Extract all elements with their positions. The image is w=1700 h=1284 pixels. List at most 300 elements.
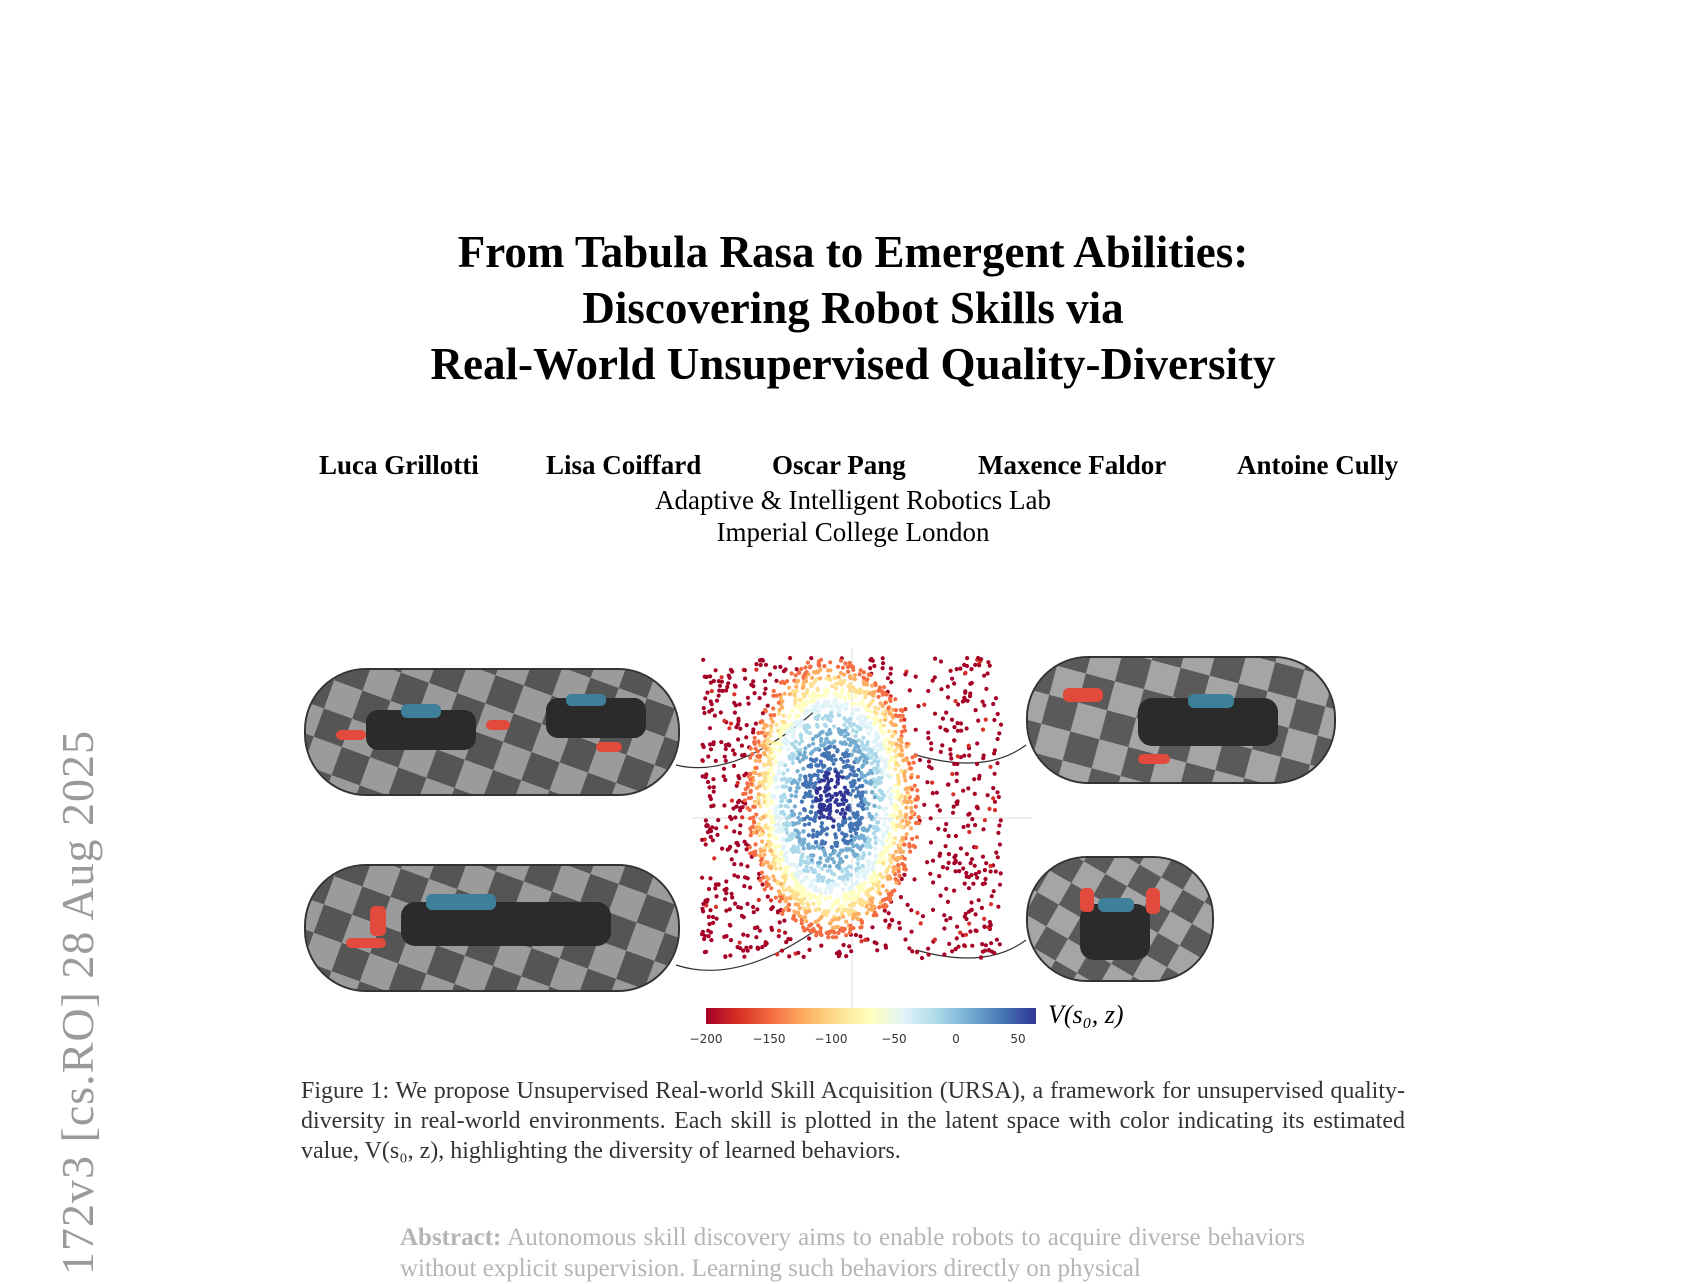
scatter-point [946,695,950,699]
scatter-point [865,911,869,915]
scatter-point [769,886,773,890]
scatter-point [844,882,848,886]
scatter-point [921,914,925,918]
scatter-point [752,770,756,774]
scatter-point [711,921,715,925]
robot-photo-bottom-left [304,864,680,992]
abstract-text: Autonomous skill discovery aims to enable robots to acquire diverse behaviors without explicit supervision. Learning such behaviors directly on physical [400,1224,1305,1282]
scatter-point [790,848,794,852]
scatter-point [701,909,705,913]
scatter-point [933,657,937,661]
scatter-point [847,944,851,948]
scatter-point [884,806,888,810]
scatter-point [832,872,836,876]
scatter-point [986,793,990,797]
scatter-point [883,857,887,861]
scatter-point [889,666,893,670]
scatter-point [732,873,736,877]
scatter-point [778,920,782,924]
scatter-point [819,894,823,898]
scatter-point [737,799,741,803]
scatter-point [780,847,784,851]
scatter-point [983,877,987,881]
scatter-point [981,728,985,732]
scatter-point [722,803,726,807]
scatter-point [995,761,999,765]
scatter-point [809,656,813,660]
scatter-point [894,795,898,799]
scatter-point [875,825,879,829]
scatter-point [801,843,805,847]
scatter-point [840,798,844,802]
scatter-point [783,877,787,881]
scatter-point [982,917,986,921]
scatter-point [845,763,849,767]
scatter-point [865,780,869,784]
scatter-point [808,794,812,798]
scatter-point [828,660,832,664]
scatter-point [894,877,898,881]
scatter-point [844,706,848,710]
scatter-point [770,861,774,865]
scatter-point [980,906,984,910]
scatter-point [837,876,841,880]
scatter-point [842,838,846,842]
scatter-point [833,785,837,789]
scatter-point [903,815,907,819]
scatter-point [889,801,893,805]
scatter-point [864,707,868,711]
scatter-point [799,723,803,727]
scatter-point [950,718,954,722]
scatter-point [933,675,937,679]
scatter-point [822,764,826,768]
scatter-point [701,774,705,778]
scatter-point [839,659,843,663]
scatter-point [876,838,880,842]
scatter-point [867,812,871,816]
scatter-point [953,699,957,703]
paper-title [300,224,1406,392]
scatter-point [896,816,900,820]
scatter-point [836,803,840,807]
scatter-point [898,714,902,718]
scatter-point [837,713,841,717]
scatter-point [883,903,887,907]
scatter-point [842,760,846,764]
scatter-point [724,743,728,747]
scatter-point [772,689,776,693]
scatter-point [838,857,842,861]
scatter-point [816,875,820,879]
scatter-point [999,723,1003,727]
scatter-point [754,813,758,817]
scatter-point [804,755,808,759]
scatter-point [825,799,829,803]
scatter-point [804,791,808,795]
scatter-point [809,775,813,779]
scatter-point [732,862,736,866]
scatter-point [724,879,728,883]
scatter-point [929,816,933,820]
scatter-point [846,841,850,845]
scatter-point [944,918,948,922]
colorbar-tick: −200 [689,1032,723,1046]
scatter-point [700,838,704,842]
scatter-point [997,731,1001,735]
scatter-point [734,849,738,853]
scatter-point [769,849,773,853]
scatter-point [826,746,830,750]
scatter-point [881,712,885,716]
scatter-point [715,833,719,837]
scatter-point [807,833,811,837]
scatter-point [824,724,828,728]
scatter-point [880,790,884,794]
scatter-point [851,728,855,732]
scatter-point [769,717,773,721]
scatter-point [707,934,711,938]
scatter-point [842,904,846,908]
scatter-point [958,667,962,671]
scatter-point [792,753,796,757]
scatter-point [794,794,798,798]
scatter-point [770,801,774,805]
scatter-point [926,731,930,735]
scatter-point [744,787,748,791]
scatter-point [847,913,851,917]
robot-photo-top-right [1026,656,1336,784]
scatter-point [939,687,943,691]
scatter-point [909,766,913,770]
scatter-point [954,800,958,804]
scatter-point [857,912,861,916]
scatter-point [755,907,759,911]
scatter-point [860,784,864,788]
scatter-point [772,713,776,717]
scatter-point [851,789,855,793]
title-line-2: Discovering Robot Skills via [582,283,1124,333]
scatter-point [883,715,887,719]
scatter-point [798,752,802,756]
scatter-point [914,805,918,809]
scatter-point [711,838,715,842]
scatter-point [701,930,705,934]
scatter-point [730,892,734,896]
scatter-point [986,671,990,675]
scatter-point [760,719,764,723]
scatter-point [948,747,952,751]
scatter-point [797,742,801,746]
scatter-point [906,822,910,826]
scatter-point [898,847,902,851]
scatter-point [732,829,736,833]
scatter-point [807,725,811,729]
scatter-point [957,869,961,873]
scatter-point [952,725,956,729]
scatter-point [817,662,821,666]
scatter-point [944,844,948,848]
scatter-point [813,747,817,751]
scatter-point [872,664,876,668]
scatter-point [983,881,987,885]
scatter-point [888,712,892,716]
scatter-point [977,870,981,874]
scatter-point [892,867,896,871]
scatter-point [981,950,985,954]
scatter-point [817,709,821,713]
scatter-point [814,840,818,844]
scatter-point [873,847,877,851]
scatter-point [707,785,711,789]
scatter-point [833,792,837,796]
scatter-point [798,906,802,910]
scatter-point [709,699,713,703]
scatter-point [896,792,900,796]
scatter-point [954,834,958,838]
scatter-point [898,926,902,930]
scatter-point [763,691,767,695]
scatter-point [767,844,771,848]
scatter-point [743,875,747,879]
scatter-point [701,658,705,662]
scatter-point [837,727,841,731]
scatter-point [881,852,885,856]
scatter-point [798,707,802,711]
scatter-point [786,805,790,809]
scatter-point [746,934,750,938]
scatter-point [738,808,742,812]
scatter-point [842,815,846,819]
scatter-point [794,723,798,727]
scatter-point [791,709,795,713]
scatter-point [955,762,959,766]
colorbar-tick: −50 [881,1032,907,1046]
scatter-point [914,821,918,825]
scatter-point [777,712,781,716]
scatter-point [700,876,704,880]
scatter-point [794,739,798,743]
scatter-point [882,685,886,689]
scatter-point [867,851,871,855]
scatter-point [740,815,744,819]
scatter-point [822,664,826,668]
scatter-point [806,855,810,859]
scatter-point [827,771,831,775]
scatter-point [875,883,879,887]
scatter-point [774,896,778,900]
scatter-point [874,755,878,759]
scatter-point [760,839,764,843]
scatter-point [826,668,830,672]
scatter-point [811,828,815,832]
scatter-point [826,805,830,809]
scatter-point [969,861,973,865]
scatter-point [938,725,942,729]
scatter-point [836,901,840,905]
scatter-point [862,759,866,763]
scatter-point [701,902,705,906]
scatter-point [954,869,958,873]
scatter-point [803,823,807,827]
scatter-point [836,883,840,887]
scatter-point [724,825,728,829]
scatter-point [823,853,827,857]
robot-photo-bottom-right [1026,856,1214,982]
scatter-point [905,794,909,798]
scatter-point [870,771,874,775]
scatter-point [878,685,882,689]
scatter-point [729,938,733,942]
scatter-point [838,695,842,699]
scatter-point [866,839,870,843]
affiliation-lab: Adaptive & Intelligent Robotics Lab [655,485,1051,515]
scatter-point [975,762,979,766]
scatter-point [744,792,748,796]
scatter-point [970,681,974,685]
scatter-point [981,855,985,859]
scatter-point [913,784,917,788]
scatter-point [963,671,967,675]
scatter-point [704,818,708,822]
scatter-point [834,935,838,939]
scatter-point [895,805,899,809]
scatter-point [994,696,998,700]
scatter-point [781,785,785,789]
scatter-point [831,926,835,930]
scatter-point [787,716,791,720]
scatter-point [899,753,903,757]
scatter-point [873,785,877,789]
scatter-point [899,821,903,825]
scatter-point [843,734,847,738]
scatter-point [822,848,826,852]
scatter-point [874,812,878,816]
scatter-point [898,811,902,815]
scatter-point [795,893,799,897]
scatter-point [938,808,942,812]
scatter-point [773,760,777,764]
scatter-point [951,792,955,796]
scatter-point [805,860,809,864]
scatter-point [875,948,879,952]
scatter-point [733,752,737,756]
scatter-point [796,714,800,718]
scatter-point [799,735,803,739]
scatter-point [816,923,820,927]
scatter-point [901,838,905,842]
scatter-point [873,795,877,799]
scatter-point [720,680,724,684]
scatter-point [870,925,874,929]
scatter-point [984,943,988,947]
scatter-point [839,770,843,774]
scatter-point [763,845,767,849]
scatter-point [794,673,798,677]
scatter-point [869,867,873,871]
scatter-point [992,718,996,722]
scatter-point [846,670,850,674]
scatter-point [757,822,761,826]
scatter-point [808,929,812,933]
scatter-point [822,803,826,807]
scatter-point [981,827,985,831]
scatter-point [730,799,734,803]
scatter-point [853,898,857,902]
scatter-point [805,894,809,898]
scatter-point [899,769,903,773]
scatter-point [873,911,877,915]
scatter-point [817,693,821,697]
scatter-point [967,875,971,879]
scatter-point [853,677,857,681]
scatter-point [843,696,847,700]
scatter-point [763,708,767,712]
scatter-point [942,952,946,956]
scatter-point [970,857,974,861]
scatter-point [793,828,797,832]
scatter-point [867,894,871,898]
scatter-point [787,729,791,733]
colorbar-label: V(s₀, z) [1048,1000,1124,1029]
scatter-point [844,855,848,859]
scatter-point [930,781,934,785]
scatter-point [818,887,822,891]
scatter-point [775,858,779,862]
scatter-point [976,656,980,660]
scatter-point [815,763,819,767]
scatter-point [844,954,848,958]
scatter-point [732,692,736,696]
scatter-point [908,816,912,820]
scatter-point [929,747,933,751]
scatter-point [899,895,903,899]
scatter-point [789,794,793,798]
scatter-point [749,796,753,800]
scatter-point [981,700,985,704]
scatter-point [821,808,825,812]
scatter-point [722,767,726,771]
scatter-point [987,948,991,952]
scatter-point [893,784,897,788]
scatter-point [756,731,760,735]
scatter-point [848,721,852,725]
scatter-point [765,785,769,789]
scatter-point [800,702,804,706]
scatter-point [983,818,987,822]
scatter-point [816,688,820,692]
scatter-point [931,859,935,863]
scatter-point [798,778,802,782]
scatter-point [824,887,828,891]
scatter-point [868,721,872,725]
scatter-point [702,711,706,715]
scatter-point [989,902,993,906]
scatter-point [968,694,972,698]
author-1: Luca Grillotti [319,450,479,480]
scatter-point [753,691,757,695]
scatter-point [814,930,818,934]
scatter-point [795,786,799,790]
scatter-point [728,907,732,911]
scatter-point [913,845,917,849]
scatter-point [860,919,864,923]
scatter-point [735,841,739,845]
scatter-point [903,937,907,941]
scatter-point [706,898,710,902]
scatter-point [804,679,808,683]
scatter-point [936,827,940,831]
